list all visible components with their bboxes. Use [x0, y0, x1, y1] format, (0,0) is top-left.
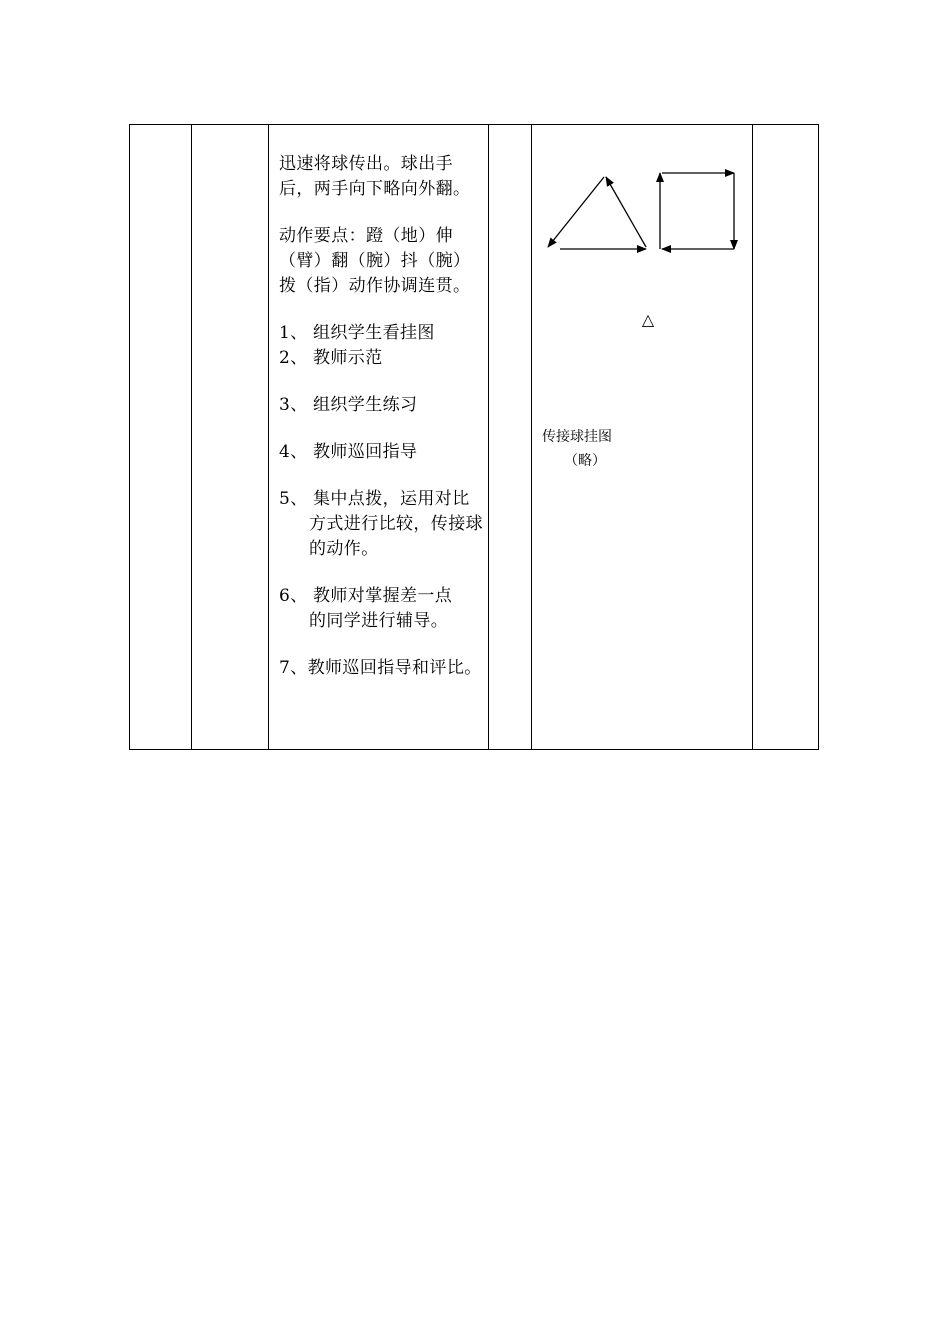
lesson-plan-table — [129, 124, 819, 750]
list-number: 4、 — [279, 442, 308, 462]
column-divider — [752, 125, 753, 749]
diagram-caption — [542, 425, 612, 473]
list-text: 集中点拨，运用对比 — [313, 489, 470, 509]
list-number: 3、 — [279, 395, 308, 415]
list-continuation: 的同学进行辅导。 — [309, 611, 449, 631]
list-text: 教师巡回指导 — [313, 442, 418, 462]
list-item — [279, 321, 483, 346]
list-item-7: 7、教师巡回指导和评比。 — [279, 658, 482, 678]
list-text: 教师对掌握差一点 — [313, 586, 453, 606]
triangle-pass-route — [548, 177, 646, 249]
caption-title: 传接球挂图 — [542, 429, 612, 445]
teacher-position-marker: △ — [641, 310, 655, 329]
column-divider — [488, 125, 489, 749]
list-number: 5、 — [279, 489, 308, 509]
list-item — [279, 584, 483, 609]
passing-diagram — [540, 165, 750, 335]
key-points-paragraph: 动作要点：蹬（地）伸（臂）翻（腕）抖（腕）拨（指）动作协调连贯。 — [279, 226, 471, 296]
list-text: 组织学生练习 — [313, 395, 418, 415]
caption-note: （略） — [564, 453, 606, 469]
list-number: 6、 — [279, 586, 308, 606]
list-item — [279, 440, 483, 465]
arrow — [548, 177, 604, 247]
list-number: 1、 — [279, 323, 308, 343]
list-text: 教师示范 — [313, 348, 383, 368]
list-continuation: 方式进行比较，传接球的动作。 — [309, 514, 483, 559]
list-item — [279, 346, 483, 371]
teaching-content — [279, 152, 483, 681]
arrow — [606, 177, 646, 247]
content-paragraph: 迅速将球传出。球出手后，两手向下略向外翻。 — [279, 154, 471, 199]
list-text: 组织学生看挂图 — [313, 323, 435, 343]
list-item — [279, 487, 483, 512]
column-divider — [268, 125, 269, 749]
column-divider — [531, 125, 532, 749]
list-number: 2、 — [279, 348, 308, 368]
square-pass-route — [660, 173, 734, 249]
column-divider — [191, 125, 192, 749]
list-item — [279, 393, 483, 418]
